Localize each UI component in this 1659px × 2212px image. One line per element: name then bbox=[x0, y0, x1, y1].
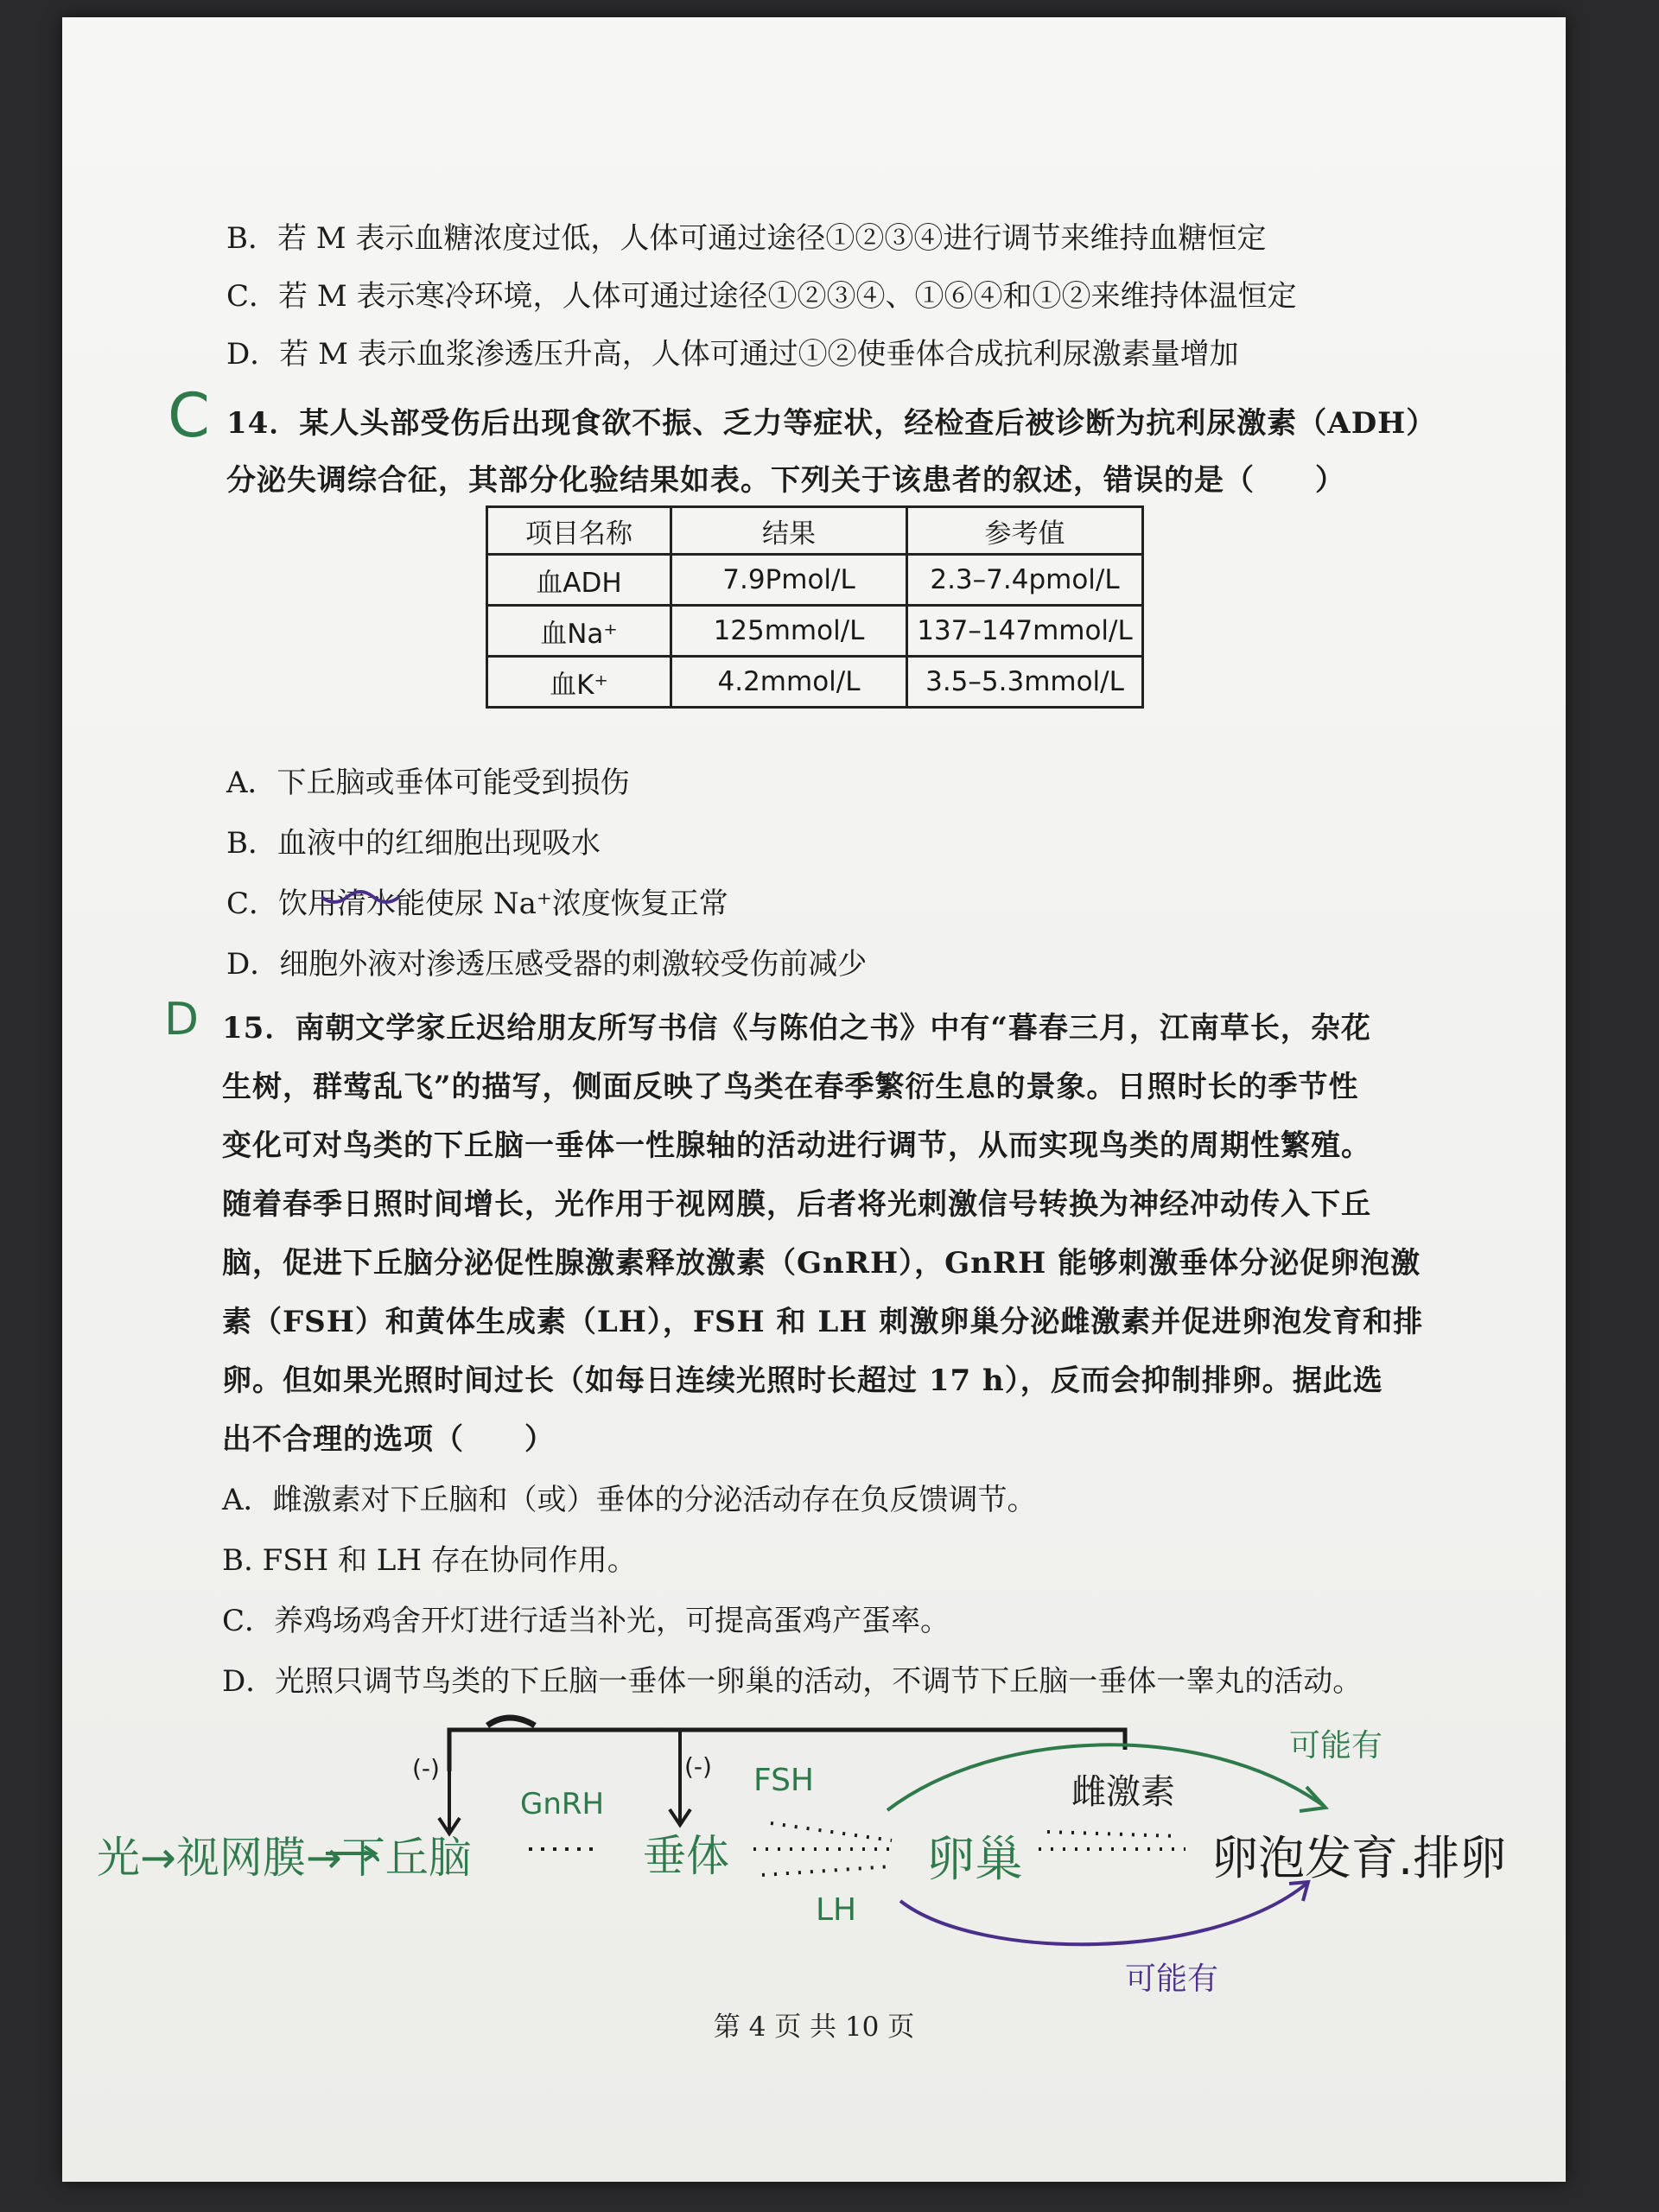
q14-stem-line2: 分泌失调综合征，其部分化验结果如表。下列关于该患者的叙述，错误的是（ ） bbox=[226, 463, 1345, 498]
gnrh-label: GnRH bbox=[520, 1787, 605, 1821]
table-cell: 血K⁺ bbox=[487, 657, 671, 708]
flow-pituitary: 垂体 bbox=[643, 1831, 729, 1881]
flow-ovary: 卵巢 bbox=[926, 1832, 1023, 1888]
q15-stem-line: 生树，群莺乱飞”的描写，侧面反映了鸟类在春季繁衍生息的景象。日照时长的季节性 bbox=[222, 1070, 1359, 1104]
page-footer: 第 4 页 共 10 页 bbox=[713, 2012, 915, 2043]
table-cell: 3.5–5.3mmol/L bbox=[907, 657, 1143, 708]
table-header: 参考值 bbox=[907, 507, 1143, 555]
q15-stem-line: 脑，促进下丘脑分泌促性腺激素释放激素（GnRH），GnRH 能够刺激垂体分泌促卵泡激 bbox=[222, 1246, 1421, 1281]
q14-option-a: A．下丘脑或垂体可能受到损伤 bbox=[226, 766, 630, 800]
q15-stem-line: 卵。但如果光照时间过长（如每日连续光照时长超过 17 h），反而会抑制排卵。据此选 bbox=[222, 1363, 1383, 1398]
estrogen-label: 雌激素 bbox=[1071, 1772, 1175, 1812]
table-cell: 125mmol/L bbox=[671, 606, 907, 657]
negative-feedback-label: (-) bbox=[684, 1752, 712, 1781]
q13-option-c: C．若 M 表示寒冷环境，人体可通过途径①②③④、①⑥④和①②来维持体温恒定 bbox=[226, 279, 1297, 314]
q15-option-c: C．养鸡场鸡舍开灯进行适当补光，可提高蛋鸡产蛋率。 bbox=[222, 1604, 950, 1638]
q15-stem-line: 素（FSH）和黄体生成素（LH），FSH 和 LH 刺激卵巢分泌雌激素并促进卵泡发育和排 bbox=[222, 1305, 1424, 1339]
exam-page bbox=[62, 17, 1566, 2182]
q13-option-b: B．若 M 表示血糖浓度过低，人体可通过途径①②③④进行调节来维持血糖恒定 bbox=[226, 221, 1267, 256]
table-cell: 2.3–7.4pmol/L bbox=[907, 555, 1143, 606]
table-cell: 4.2mmol/L bbox=[671, 657, 907, 708]
q15-option-a: A．雌激素对下丘脑和（或）垂体的分泌活动存在负反馈调节。 bbox=[222, 1483, 1037, 1517]
q15-stem-line: 变化可对鸟类的下丘脑一垂体一性腺轴的活动进行调节，从而实现鸟类的周期性繁殖。 bbox=[222, 1128, 1371, 1163]
maybe-bottom-label: 可能有 bbox=[1125, 1961, 1219, 1997]
table-cell: 血Na⁺ bbox=[487, 606, 671, 657]
q14-option-c: C．饮用清水能使尿 Na⁺浓度恢复正常 bbox=[226, 887, 728, 921]
q14-answer-mark: C bbox=[168, 380, 210, 451]
q14-stem-line1: 14．某人头部受伤后出现食欲不振、乏力等症状，经检查后被诊断为抗利尿激素（ADH） bbox=[226, 406, 1437, 441]
q15-stem-line: 随着春季日照时间增长，光作用于视网膜，后者将光刺激信号转换为神经冲动传入下丘 bbox=[222, 1187, 1371, 1222]
lh-label: LH bbox=[816, 1892, 857, 1928]
q15-stem-line: 出不合理的选项（ ） bbox=[222, 1422, 555, 1457]
q14-option-b: B．血液中的红细胞出现吸水 bbox=[226, 826, 601, 861]
maybe-top-label: 可能有 bbox=[1289, 1728, 1383, 1764]
table-cell: 血ADH bbox=[487, 555, 671, 606]
q15-option-d: D．光照只调节鸟类的下丘脑一垂体一卵巢的活动，不调节下丘脑一垂体一睾丸的活动。 bbox=[222, 1664, 1363, 1699]
table-cell: 7.9Pmol/L bbox=[671, 555, 907, 606]
q14-option-d: D．细胞外液对渗透压感受器的刺激较受伤前减少 bbox=[226, 947, 868, 982]
q15-option-b: B. FSH 和 LH 存在协同作用。 bbox=[222, 1543, 637, 1578]
negative-feedback-label: (-) bbox=[412, 1754, 440, 1783]
fsh-label: FSH bbox=[753, 1763, 814, 1798]
table-header: 项目名称 bbox=[487, 507, 671, 555]
q15-answer-mark: D bbox=[164, 994, 200, 1046]
q15-stem-line: 15．南朝文学家丘迟给朋友所写书信《与陈伯之书》中有“暮春三月，江南草长，杂花 bbox=[222, 1011, 1371, 1046]
flow-light-retina-hypothalamus: 光→视网膜→下丘脑 bbox=[97, 1833, 472, 1883]
table-header: 结果 bbox=[671, 507, 907, 555]
q13-option-d: D．若 M 表示血浆渗透压升高，人体可通过①②使垂体合成抗利尿激素量增加 bbox=[226, 337, 1239, 372]
table-cell: 137–147mmol/L bbox=[907, 606, 1143, 657]
flow-ovulation: 卵泡发育.排卵 bbox=[1211, 1831, 1507, 1885]
